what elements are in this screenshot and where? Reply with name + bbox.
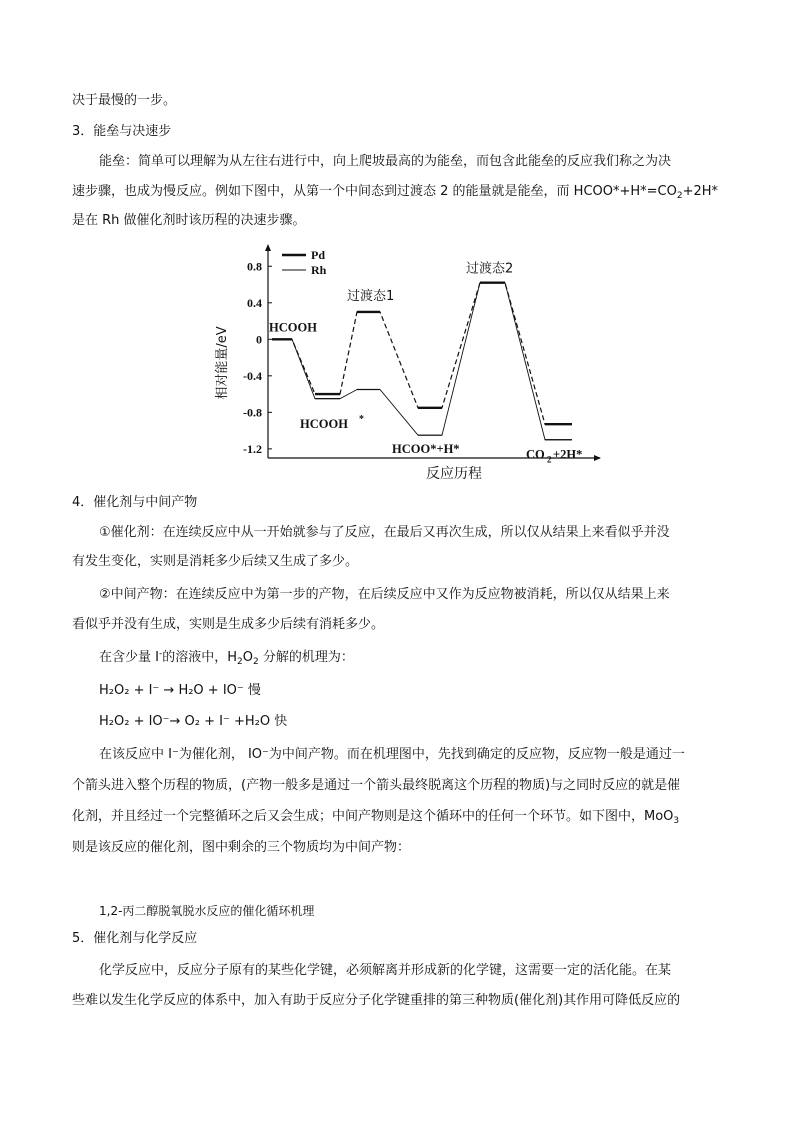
paragraph-h2o2-intro: 在含少量 I-的溶液中，$H_2O_2$ 分解的机理为：	[99, 649, 354, 667]
paragraph-mechanism-line2: 个箭头进入整个历程的物质，(产物一般多是通过一个箭头最终脱离这个历程的物质)与之同时反应的就是催	[72, 778, 681, 793]
y-tick-label: -0.8	[243, 405, 262, 420]
chart-annotations	[269, 261, 582, 465]
annotation-intermediate1-star: *	[359, 413, 364, 425]
annotation-ts2: 过渡态2	[466, 261, 514, 277]
annotation-final-sub: 2	[547, 454, 552, 465]
y-tick-label: -1.2	[243, 441, 262, 456]
annotation-final-co: CO	[526, 447, 545, 462]
section-heading-4: 4．催化剂与中间产物	[72, 495, 198, 510]
paragraph-energy-barrier-line2: 速步骤，也成为慢反应。例如下图中，从第一个中间态到过渡态 2 的能量就是能垒，而 $HCOO*+H*=CO_2+2H*$	[72, 184, 719, 201]
y-axis-title: 相对能量/eV	[215, 326, 230, 400]
section-heading-5: 5．催化剂与化学反应	[72, 931, 198, 946]
energy-profile-chart	[210, 240, 610, 485]
figure-caption-catalytic-cycle: 1,2-丙二醇脱氧脱水反应的催化循环机理	[99, 904, 315, 918]
legend-label-pd: Pd	[311, 248, 326, 262]
annotation-final-tail: +2H*	[553, 447, 583, 462]
equation-slow-step: H₂O₂ + I⁻ → H₂O + IO⁻ 慢	[99, 683, 261, 698]
paragraph-intermediate-line1: ②中间产物：在连续反应中为第一步的产物，在后续反应中又作为反应物被消耗，所以仅从结果上来	[99, 587, 670, 602]
paragraph-energy-barrier-line3: 是在 Rh 做催化剂时该历程的决速步骤。	[72, 213, 306, 228]
x-axis-title: 反应历程	[426, 466, 482, 482]
paragraph-mechanism-line1: 在该反应中 I⁻为催化剂， IO⁻为中间产物。而在机理图中，先找到确定的反应物，反应物一般是通过一	[99, 747, 685, 762]
paragraph-catalyst-line1: ①催化剂：在连续反应中从一开始就参与了反应，在最后又再次生成，所以仅从结果上来看似乎并没	[99, 525, 670, 540]
paragraph-fragment: 决于最慢的一步。	[72, 93, 177, 108]
y-tick-label: 0.8	[247, 259, 262, 274]
y-axis-arrow	[265, 244, 271, 251]
y-tick-label: -0.4	[243, 368, 262, 383]
series-line-pd	[272, 283, 572, 425]
paragraph-catalyst-reaction-line1: 化学反应中，反应分子原有的某些化学键，必须解离并形成新的化学键，这需要一定的活化能。在某	[99, 963, 672, 978]
x-axis-arrow	[594, 455, 601, 461]
equation-fast-step: H₂O₂ + IO⁻→ O₂ + I⁻ +H₂O 快	[99, 714, 288, 729]
annotation-start: HCOOH	[269, 320, 317, 335]
paragraph-mechanism-line4: 则是该反应的催化剂，图中剩余的三个物质均为中间产物：	[72, 840, 411, 855]
chart-legend	[282, 248, 327, 277]
y-tick-label: 0.4	[247, 295, 262, 310]
paragraph-catalyst-reaction-line2: 些难以发生化学反应的体系中，加入有助于反应分子化学键重排的第三种物质(催化剂)其作用可降低反应的	[72, 993, 681, 1008]
paragraph-energy-barrier-line1: 能垒：简单可以理解为从左往右进行中，向上爬坡最高的为能垒，而包含此能垒的反应我们称之为决	[99, 154, 672, 169]
y-tick-label: 0	[256, 332, 262, 347]
paragraph-catalyst-line2: 有发生变化，实则是消耗多少后续又生成了多少。	[72, 554, 359, 569]
annotation-ts1: 过渡态1	[347, 288, 395, 304]
paragraph-mechanism-line3: 化剂，并且经过一个完整循环之后又会生成；中间产物则是这个循环中的任何一个环节。如下图中，MoO$_3$	[72, 809, 680, 826]
paragraph-intermediate-line2: 看似乎并没有生成，实则是生成多少后续有消耗多少。	[72, 617, 385, 632]
legend-label-rh: Rh	[311, 263, 327, 277]
annotation-intermediate2: HCOO*+H*	[392, 442, 460, 457]
section-heading-3: 3．能垒与决速步	[72, 124, 172, 139]
annotation-intermediate1: HCOOH	[300, 416, 348, 431]
